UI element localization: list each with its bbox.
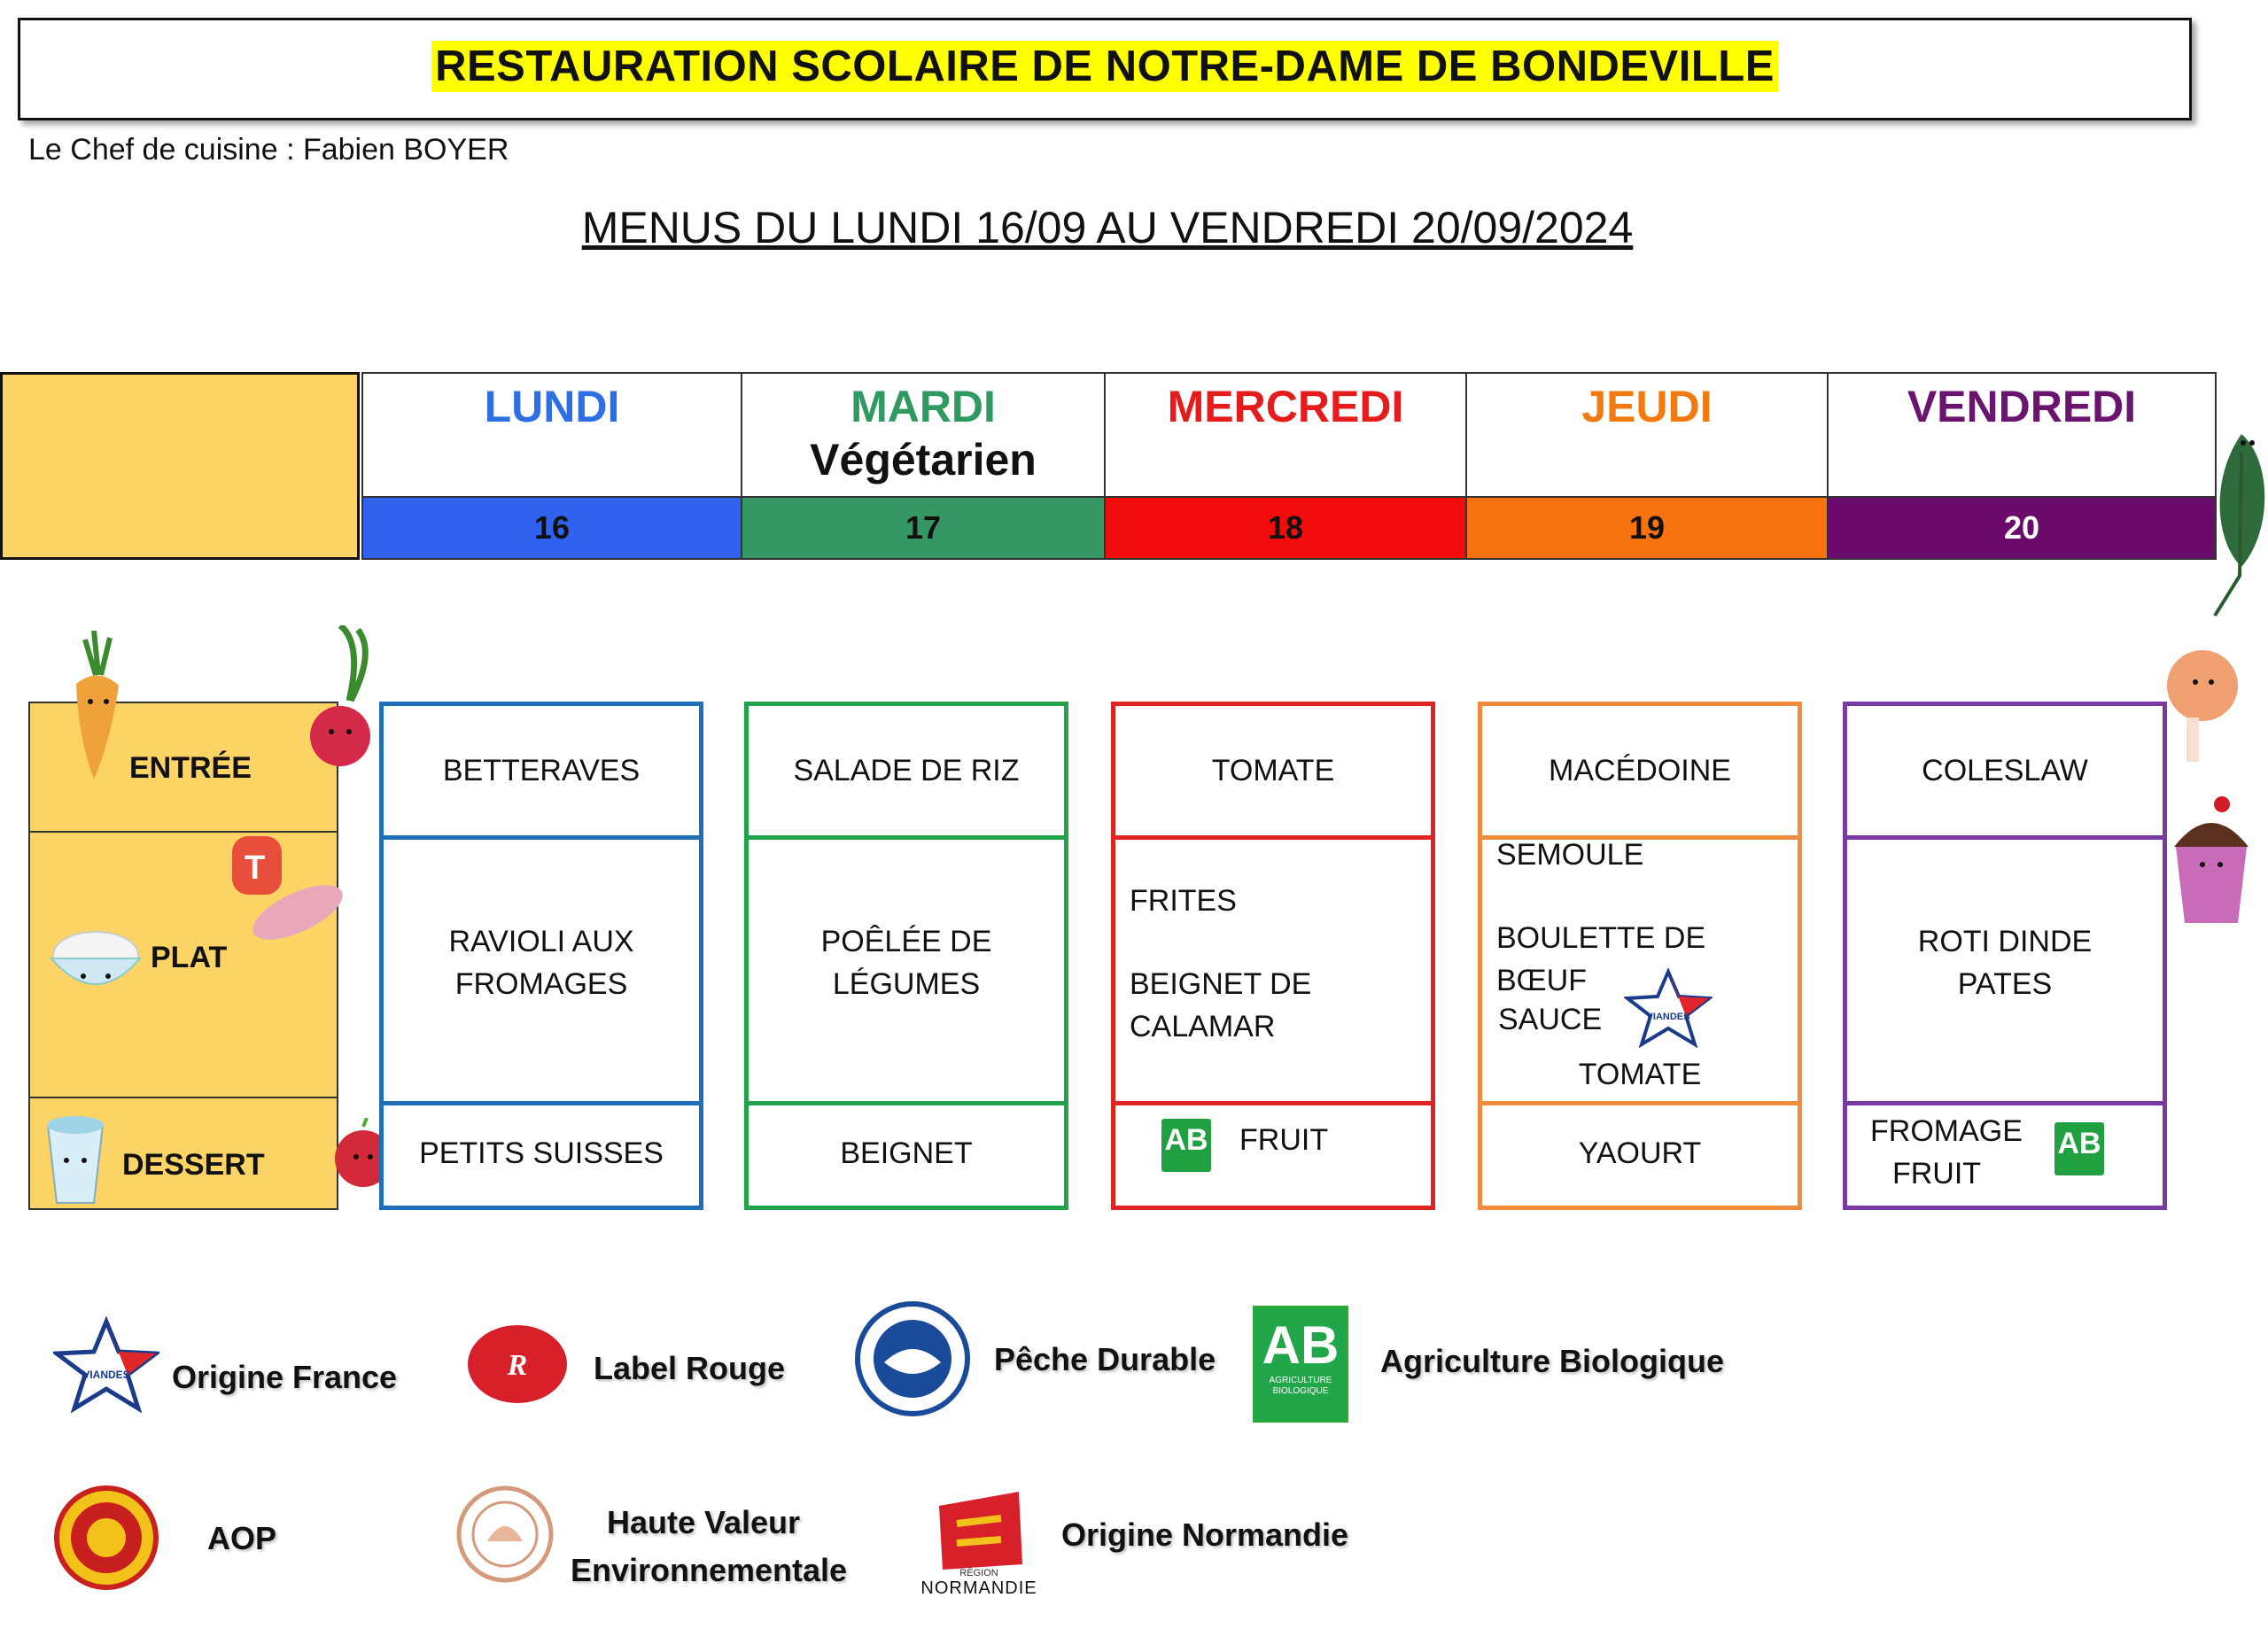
peche-durable-icon	[854, 1300, 971, 1417]
header-corner-cell	[0, 372, 360, 560]
svg-text:R: R	[507, 1349, 528, 1382]
ab-badge-icon: AB	[1161, 1119, 1211, 1172]
menu-dessert: BEIGNET	[840, 1136, 973, 1170]
menu-plat-line: SAUCE	[1498, 1003, 1603, 1036]
menu-entree: BETTERAVES	[384, 706, 699, 840]
day-number-mardi: 17	[741, 496, 1106, 560]
row-label-text: DESSERT	[122, 1148, 265, 1182]
menu-plat-line: BOULETTE DE BŒUF	[1496, 921, 1706, 997]
menu-entree: SALADE DE RIZ	[749, 706, 1064, 840]
menu-plat-line: TOMATE	[1578, 1058, 1702, 1091]
legend-label: Pêche Durable	[994, 1341, 1216, 1377]
legend-label: Haute Valeur Environnementale	[571, 1504, 848, 1588]
day-header-lundi	[361, 372, 742, 496]
legend-label: AOP	[207, 1520, 277, 1556]
svg-text:VIANDES: VIANDES	[82, 1369, 130, 1381]
menu-dessert	[1847, 1101, 2163, 1206]
day-number-jeudi: 19	[1465, 496, 1829, 560]
spinach-leaf-icon	[2188, 425, 2268, 620]
legend-label: Origine Normandie	[1061, 1516, 1349, 1553]
menu-plat-line: SEMOULE	[1496, 838, 1644, 872]
aop-icon	[53, 1485, 159, 1591]
steak-fish-icon	[227, 833, 351, 948]
menu-column-lundi	[379, 702, 703, 1210]
menu-entree: MACÉDOINE	[1482, 706, 1798, 840]
beetroot-icon	[305, 625, 384, 776]
day-header-jeudi	[1465, 372, 1829, 496]
day-name: JEUDI	[1581, 382, 1713, 431]
day-subtitle: Végétarien	[810, 435, 1037, 485]
day-name: MARDI	[850, 382, 996, 431]
menu-plat-line: PATES	[1957, 967, 2053, 1001]
row-label-text: PLAT	[151, 941, 228, 974]
day-name: VENDREDI	[1907, 382, 2137, 431]
viandes-de-france-icon	[53, 1316, 159, 1414]
ab-badge-icon: AB	[2054, 1122, 2104, 1175]
menu-plat	[1482, 835, 1798, 1105]
menu-plat	[1115, 835, 1431, 1105]
cupcake-icon	[2169, 794, 2254, 927]
legend-label: Agriculture Biologique	[1380, 1343, 1725, 1379]
rice-bowl-icon	[43, 921, 149, 1001]
drumstick-icon	[2162, 647, 2241, 779]
title-box	[18, 18, 2192, 120]
menu-plat-line: LÉGUMES	[832, 967, 981, 1001]
normandie-caption: NORMANDIE	[920, 1578, 1037, 1598]
normandie-icon	[930, 1488, 1028, 1573]
day-number-mercredi: 18	[1104, 496, 1467, 560]
page-title-wrap	[20, 42, 2189, 91]
svg-text:VIANDES: VIANDES	[1646, 1012, 1690, 1022]
menu-plat	[1847, 835, 2163, 1105]
label-rouge-icon	[464, 1320, 571, 1408]
day-number-vendredi: 20	[1827, 496, 2217, 560]
hve-icon	[455, 1485, 555, 1584]
legend-label: Label Rouge	[594, 1350, 786, 1386]
legend-label: Origine France	[172, 1359, 398, 1395]
menu-plat-line: ROTI DINDE	[1917, 925, 2093, 958]
menu-dessert-line: FRUIT	[1891, 1157, 1982, 1191]
menu-plat-line: FROMAGES	[454, 967, 628, 1001]
menu-plat-line: CALAMAR	[1130, 1010, 1276, 1043]
day-header-mercredi	[1104, 372, 1467, 496]
menu-column-mercredi	[1111, 702, 1435, 1210]
menu-plat-line: RAVIOLI AUX	[448, 925, 634, 958]
day-name: MERCREDI	[1167, 382, 1404, 431]
week-title: MENUS DU LUNDI 16/09 AU VENDREDI 20/09/2024	[581, 203, 1634, 252]
day-number-lundi: 16	[361, 496, 742, 560]
menu-dessert-text: FRUIT	[1239, 1123, 1329, 1157]
menu-plat-line: POÊLÉE DE	[820, 925, 992, 958]
menu-dessert-line: FROMAGE	[1870, 1114, 2023, 1148]
yogurt-icon	[35, 1105, 115, 1207]
chef-line: Le Chef de cuisine : Fabien BOYER	[28, 133, 509, 167]
menu-column-jeudi	[1478, 702, 1802, 1210]
svg-text:T: T	[245, 849, 266, 887]
day-name: LUNDI	[484, 382, 620, 431]
menu-entree: COLESLAW	[1847, 706, 2163, 840]
menu-plat	[749, 835, 1064, 1105]
normandie-caption-small: RÉGION	[959, 1568, 998, 1578]
menu-dessert	[1115, 1101, 1431, 1206]
ab-logo-icon: AB AGRICULTURE BIOLOGIQUE	[1253, 1306, 1348, 1423]
menu-column-mardi	[744, 702, 1068, 1210]
menu-column-vendredi	[1843, 702, 2167, 1210]
menu-plat	[384, 835, 699, 1105]
row-label-text: ENTRÉE	[129, 751, 252, 785]
carrot-icon	[58, 631, 138, 781]
menu-plat-line: BEIGNET DE	[1130, 967, 1312, 1001]
menu-dessert: YAOURT	[1578, 1136, 1702, 1170]
page-title: RESTAURATION SCOLAIRE DE NOTRE-DAME DE BONDEVILLE	[431, 41, 1778, 92]
day-header-vendredi	[1827, 372, 2217, 496]
menu-plat-line: FRITES	[1130, 884, 1237, 918]
viandes-de-france-icon	[1624, 968, 1713, 1048]
day-header-mardi	[741, 372, 1106, 496]
menu-dessert: PETITS SUISSES	[419, 1136, 664, 1170]
menu-entree: TOMATE	[1115, 706, 1431, 840]
